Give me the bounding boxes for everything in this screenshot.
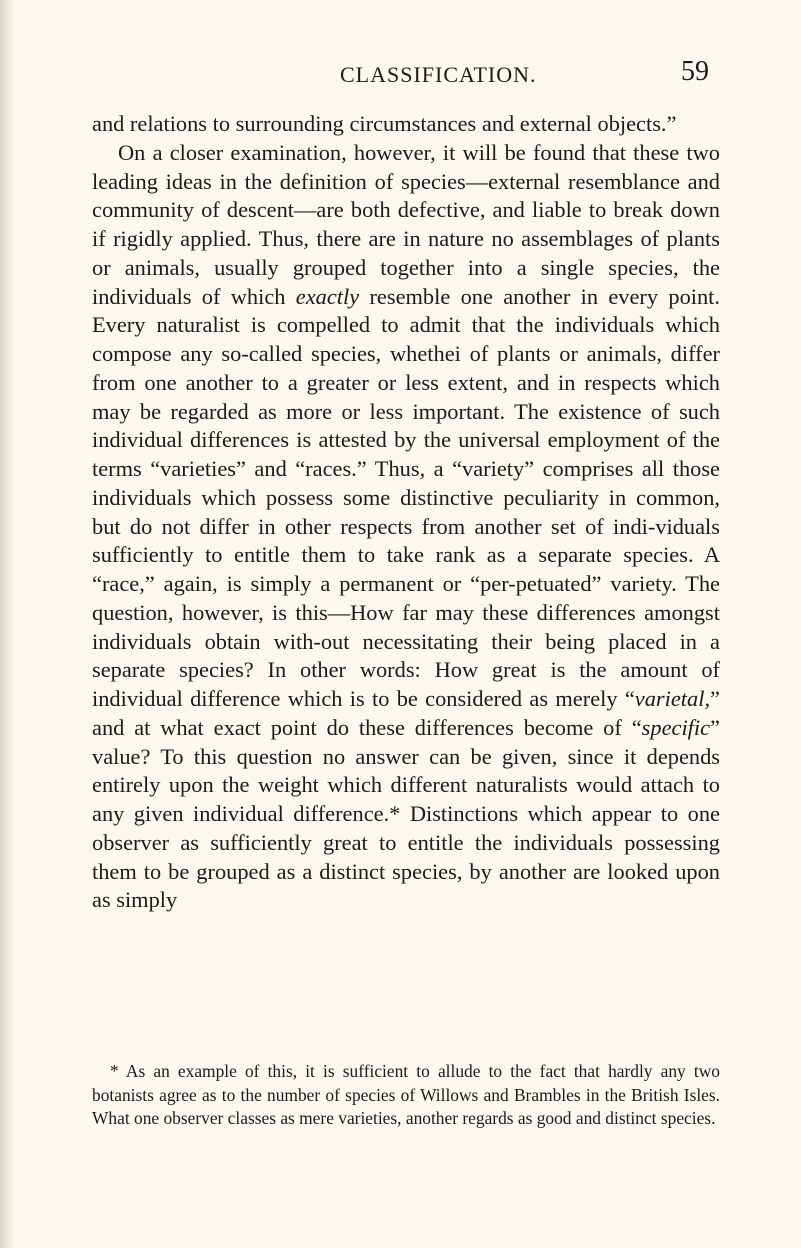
running-head: CLASSIFICATION. bbox=[340, 62, 537, 87]
paragraph-1-text: and relations to surrounding circumstances and external objects.” bbox=[92, 111, 677, 136]
paragraph-2 bbox=[92, 139, 720, 915]
emphasis-varietal: varietal, bbox=[634, 686, 711, 711]
paragraph-1 bbox=[92, 110, 720, 139]
page-binding-edge bbox=[0, 0, 14, 1248]
paragraph-2-part-d: ” value? To this question no answer can be given, since it depends entirely upon the weight which different naturalists would attach to any given individual difference.* Distinctions which appear to one observer as sufficiently great to entitle the individuals possessing them to be grouped as a distinct species, by another are looked upon as simply bbox=[92, 714, 720, 913]
paragraph-2-part-b: resemble one another in every point. Every naturalist is compelled to admit that the individuals which compose any so-called species, whethei of plants or animals, differ from one another to a greater or less extent, and in respects which may be regarded as more or less important. The existence of such individual differences is attested by the universal employment of the terms “varieties” and “races.” Thus, a “variety” comprises all those individuals which possess some distinctive peculiarity in common, but do not differ in other respects from another set of indi-viduals sufficiently to entitle them to take rank as a separate species. A “race,” again, is simply a permanent or “per-petuated” variety. The question, however, is this—How far may these differences amongst individuals obtain with-out necessitating their being placed in a separate species? In other words: How great is the amount of individual difference which is to be considered as merely “ bbox=[92, 283, 720, 711]
footnote: * As an example of this, it is sufficient to allude to the fact that hardly any two botanists agree as to the number of species of Willows and Brambles in the British Isles. What one observer classes as mere varieties, another regards as good and distinct species. bbox=[92, 1061, 720, 1128]
emphasis-exactly: exactly bbox=[295, 283, 360, 309]
page-header bbox=[340, 56, 709, 96]
page-number: 59 bbox=[681, 56, 709, 87]
paragraph-2-part-c: ” and at what exact point do these differences become of “ bbox=[92, 686, 720, 740]
paragraph-2-part-a: On a closer examination, however, it will be found that these two leading ideas in the definition of species—external resemblance and community of descent—are both defective, and liable to break down if rigidly applied. Thus, there are in nature no assemblages of plants or animals, usually grouped together into a single species, the individuals of which bbox=[92, 139, 720, 309]
emphasis-specific: specific bbox=[641, 714, 711, 740]
body-text bbox=[92, 110, 720, 915]
